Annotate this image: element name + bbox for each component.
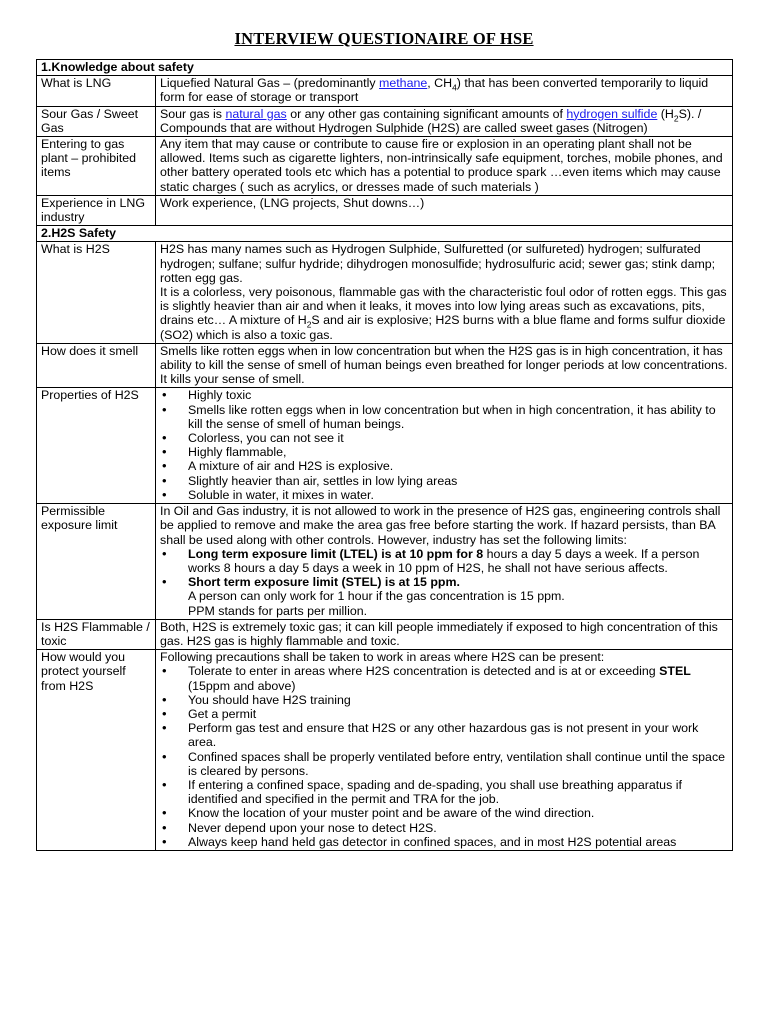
answer-text: A person can only work for 1 hour if the gas concentration is 15 ppm. (188, 589, 565, 604)
answer-cell (156, 504, 733, 620)
answer-paragraph: Following precautions shall be taken to work in areas where H2S can be present: (160, 650, 605, 665)
table-row (37, 195, 733, 225)
question-cell: Permissible exposure limit (37, 504, 156, 620)
list-item: • Get a permit (188, 707, 728, 721)
table-row (37, 106, 733, 136)
properties-list (160, 388, 728, 502)
list-item (188, 547, 728, 575)
answer-text: (H (657, 106, 674, 121)
answer-paragraph: H2S has many names such as Hydrogen Sulphide, Sulfuretted (or sulfureted) hydrogen; sulfurated hydrogen; sulfane; sulfur hydride; dihydrogen monosulfide; hydrosulfuric acid; sewer gas; stink damp; rotten egg gas. (160, 242, 716, 285)
answer-cell: Any item that may cause or contribute to cause fire or explosion in an operating plant shall not be allowed. Items such as cigarette lighters, non-intrinsically safe equipment, torches, mobile phones, and other battery operated tools etc which has a potential to produce spark …even items which may cause static charges ( such as acrylics, or dresses made of such materials ) (156, 137, 733, 196)
list-item: • Colorless, you can not see it (188, 431, 728, 445)
section-title: 1.Knowledge about safety (37, 60, 733, 76)
answer-cell: Work experience, (LNG projects, Shut downs…) (156, 195, 733, 225)
list-item: • Highly toxic (188, 388, 728, 402)
questionnaire-table (36, 59, 733, 851)
precautions-list (160, 664, 728, 849)
list-item: • Always keep hand held gas detector in confined spaces, and in most H2S potential areas (188, 835, 728, 849)
answer-cell (156, 106, 733, 136)
list-item: • Soluble in water, it mixes in water. (188, 488, 728, 502)
list-item: • Perform gas test and ensure that H2S or any other hazardous gas is not present in your work area. (188, 721, 728, 749)
hydrogen-sulfide-link[interactable]: hydrogen sulfide (566, 106, 658, 121)
list-item: • If entering a confined space, spading and de-spading, you shall use breathing apparatus if identified and specified in the permit and TRA for the job. (188, 778, 728, 806)
answer-text: or any other gas containing significant amounts of (286, 106, 567, 121)
table-row (37, 343, 733, 388)
list-item: • You should have H2S training (188, 693, 728, 707)
table-row (37, 388, 733, 504)
table-row (37, 504, 733, 620)
list-item (188, 575, 728, 618)
stel-bold-text: • Short term exposure limit (STEL) is at 15 ppm. (188, 575, 460, 590)
list-item: • Confined spaces shall be properly ventilated before entry, ventilation shall continue until the space is cleared by persons. (188, 750, 728, 778)
list-item: • Highly flammable, (188, 445, 728, 459)
list-item: • Slightly heavier than air, settles in low lying areas (188, 474, 728, 488)
section-header-row (37, 226, 733, 242)
answer-cell (156, 388, 733, 504)
stel-bold-text: STEL (659, 664, 691, 679)
answer-cell (156, 242, 733, 343)
subscript: 4 (452, 82, 457, 93)
question-cell: How would you protect yourself from H2S (37, 650, 156, 851)
answer-text: PPM stands for parts per million. (188, 603, 368, 618)
page-title: INTERVIEW QUESTIONAIRE OF HSE (234, 29, 534, 48)
list-item: • Know the location of your muster point and be aware of the wind direction. (188, 806, 728, 820)
list-item: • Smells like rotten eggs when in low concentration but when in high concentration, it has ability to kill the sense of smell of human beings. (188, 403, 728, 431)
section-title: 2.H2S Safety (37, 226, 733, 242)
answer-cell: Smells like rotten eggs when in low concentration but when the H2S gas is in high concentration, it has ability to kill the sense of smell of human beings even breathed for longer periods at low concentrations. It kills your sense of smell. (156, 343, 733, 388)
answer-text: Tolerate to enter in areas where H2S concentration is detected and is at or exceeding (188, 664, 660, 679)
answer-paragraph (160, 285, 728, 342)
section-header-row (37, 60, 733, 76)
subscript: 2 (673, 113, 679, 124)
methane-link[interactable]: methane (379, 76, 428, 91)
question-cell: Entering to gas plant – prohibited items (37, 137, 156, 196)
answer-text: S and air is explosive; H2S burns with a blue flame and forms sulfur dioxide (SO2) which is also a toxic gas. (160, 313, 726, 342)
ltel-bold-text: Long term exposure limit (LTEL) is at 10 ppm for 8 (188, 546, 484, 561)
answer-cell: Both, H2S is extremely toxic gas; it can kill people immediately if exposed to high concentration of this gas. H2S gas is highly flammable and toxic. (156, 619, 733, 649)
question-cell: How does it smell (37, 343, 156, 388)
list-item: • Never depend upon your nose to detect H2S. (188, 821, 728, 835)
natural-gas-link[interactable]: natural gas (225, 106, 287, 121)
list-item (188, 664, 728, 692)
answer-text: Liquefied Natural Gas – (predominantly (160, 76, 380, 91)
list-item: • A mixture of air and H2S is explosive. (188, 459, 728, 473)
answer-text: Sour gas is (160, 106, 226, 121)
answer-text: hours a day 5 days a week. If a person works 8 hours a day 5 days a week in 10 ppm of H2S, he shall not have serious affects. (188, 546, 700, 575)
question-cell: What is LNG (37, 76, 156, 106)
answer-text: It is a colorless, very poisonous, flammable gas with the characteristic foul odor of rotten eggs. This gas is slightly heavier than air and when it leaks, it moves into low lying areas such as excavations, pits, drains etc… A mixture of H (160, 285, 727, 328)
question-cell: Properties of H2S (37, 388, 156, 504)
question-cell: Experience in LNG industry (37, 195, 156, 225)
answer-cell (156, 650, 733, 851)
answer-cell (156, 76, 733, 106)
answer-text: ) that has been converted temporarily to liquid form for ease of storage or transport (160, 76, 709, 105)
question-cell: Sour Gas / Sweet Gas (37, 106, 156, 136)
answer-paragraph: In Oil and Gas industry, it is not allowed to work in the presence of H2S gas, engineering controls shall be applied to remove and make the area gas free before starting the work. If hazard persists, than BA shall be used along with other controls. However, industry has set the following limits: (160, 504, 721, 547)
subscript: 2 (306, 319, 312, 330)
table-row (37, 242, 733, 343)
question-cell: What is H2S (37, 242, 156, 343)
answer-text: , CH (427, 76, 453, 91)
table-row (37, 76, 733, 106)
limits-list (160, 547, 728, 618)
question-cell: Is H2S Flammable / toxic (37, 619, 156, 649)
table-row (37, 619, 733, 649)
answer-text: S). / Compounds that are without Hydrogen Sulphide (H2S) are called sweet gases (Nitrogen) (160, 106, 702, 135)
table-row (37, 650, 733, 851)
answer-text: (15ppm and above) (188, 678, 296, 693)
table-row (37, 137, 733, 196)
